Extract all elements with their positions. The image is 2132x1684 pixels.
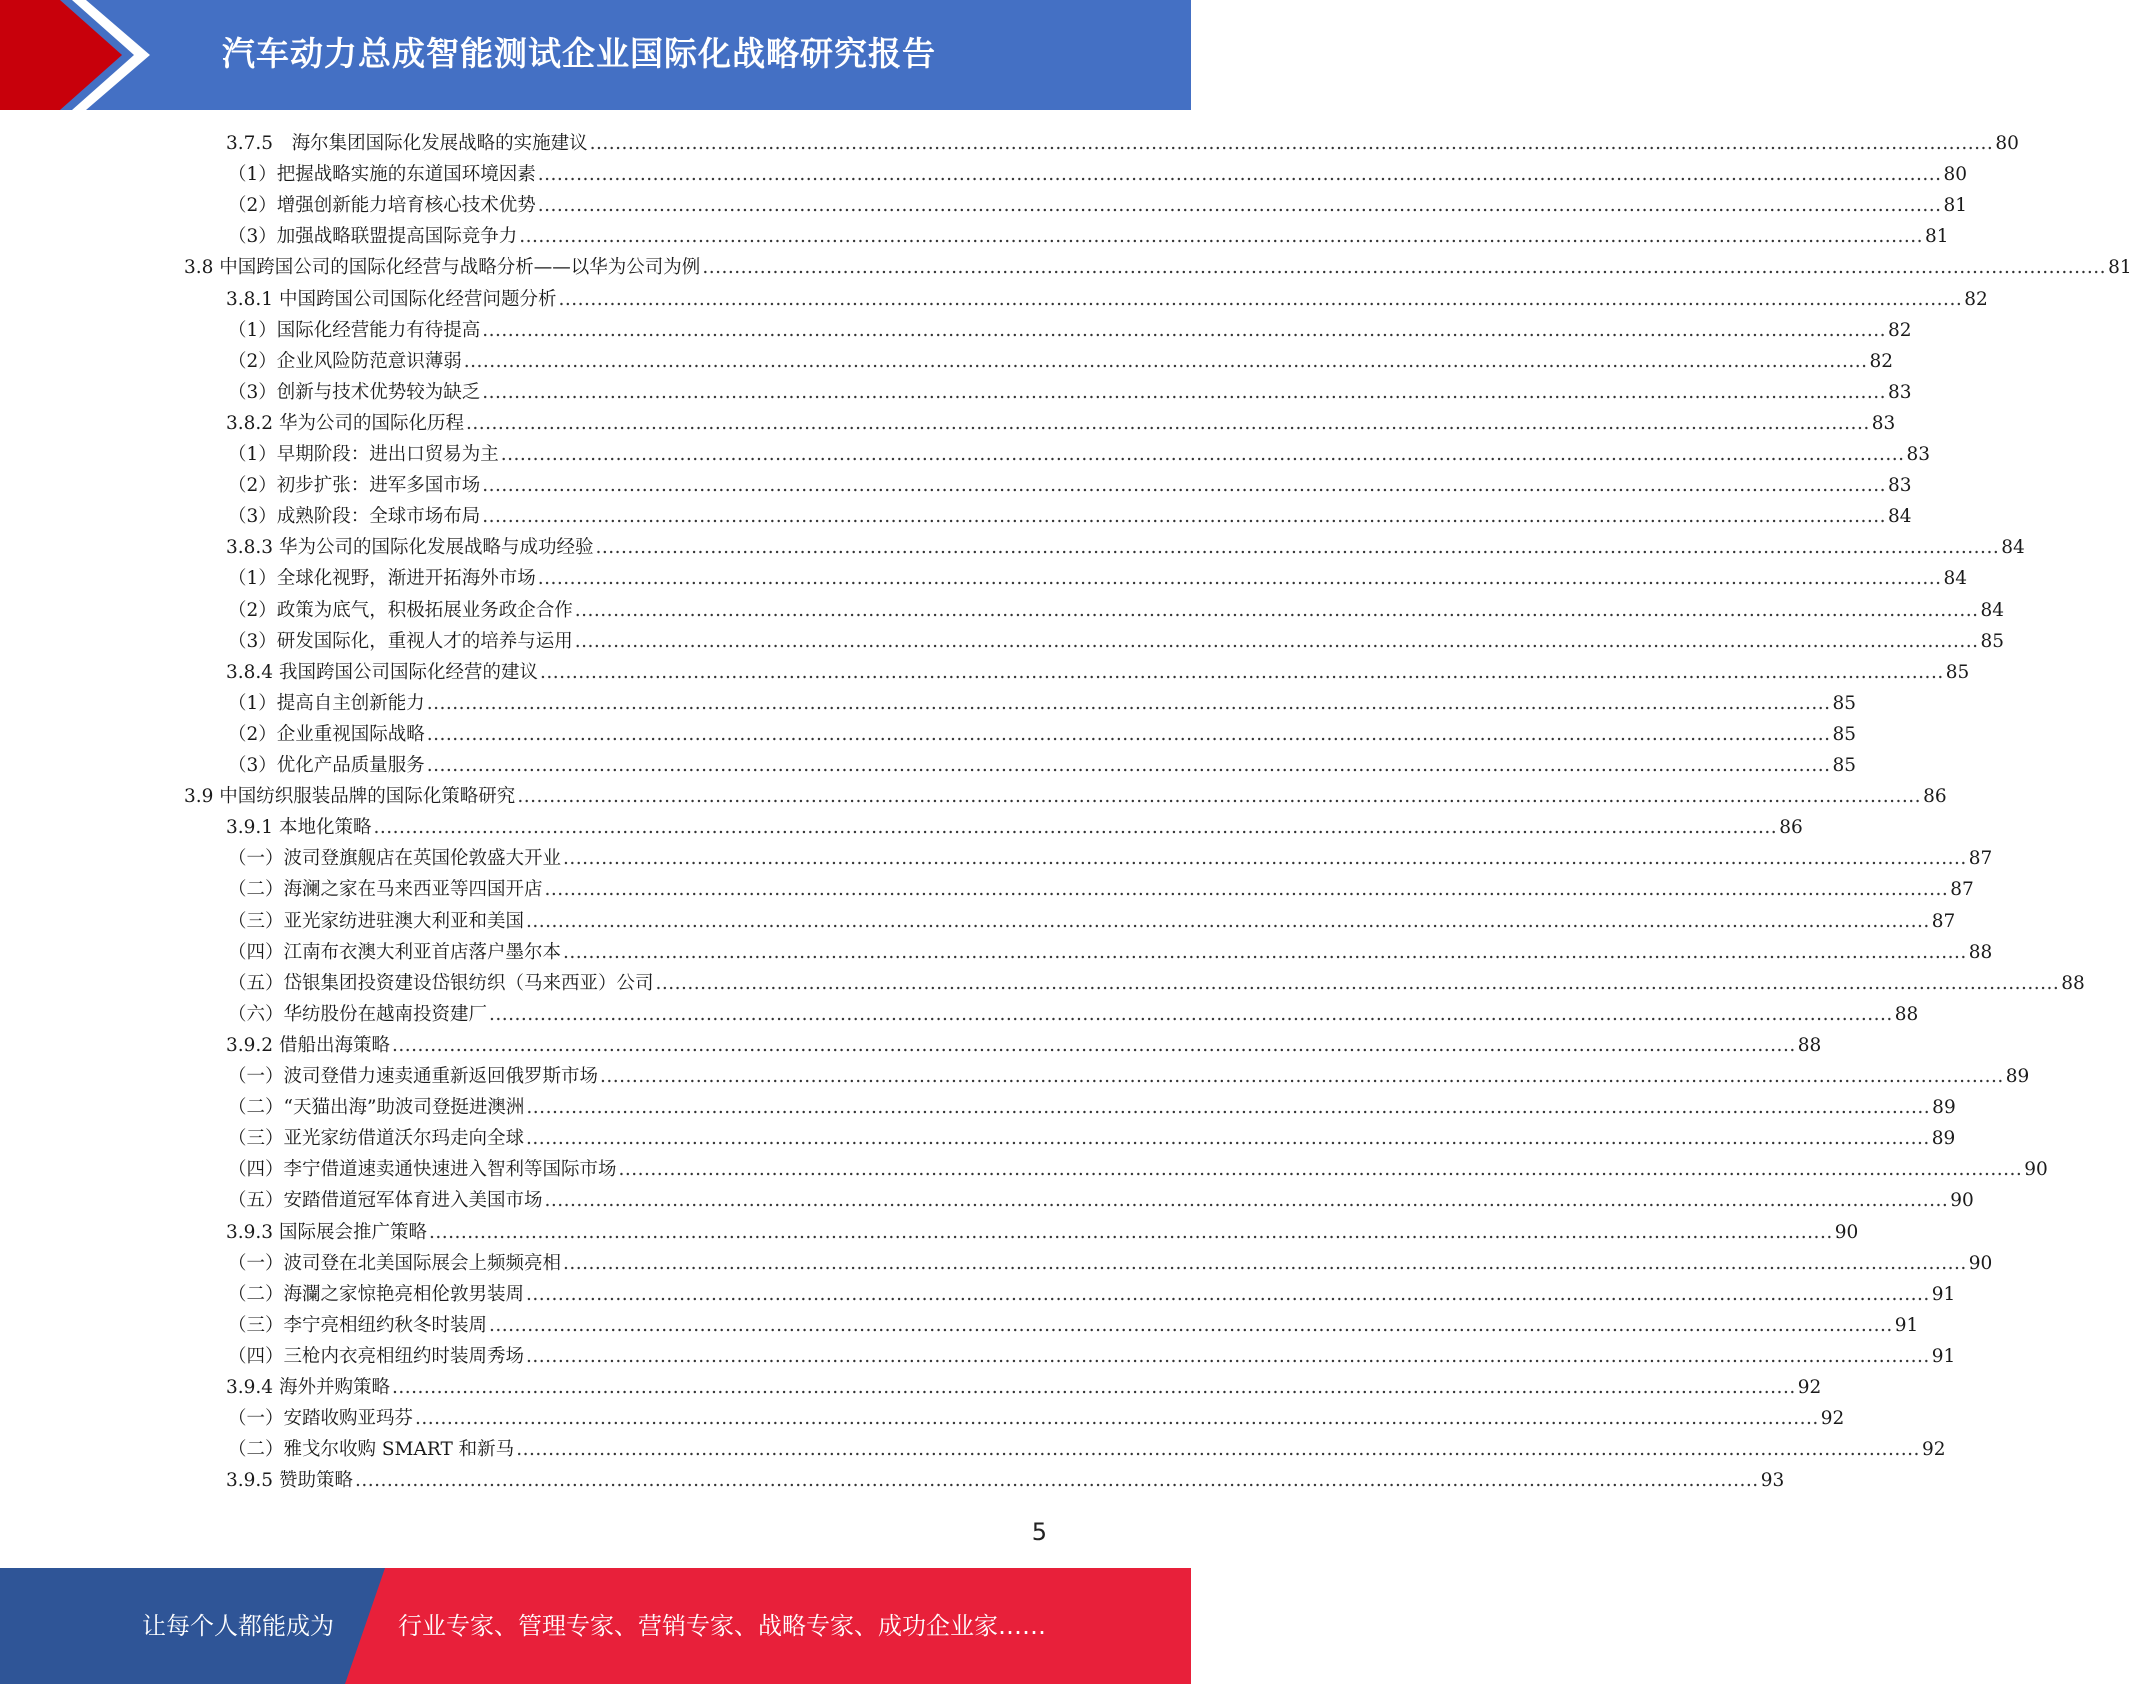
toc-entry-page: 84 — [1943, 568, 1968, 590]
toc-entry-page: 83 — [1888, 475, 1912, 497]
toc-entry-label: （一）波司登在北美国际展会上频频亮相 — [228, 1252, 562, 1274]
toc-entry-page: 87 — [1950, 879, 1974, 901]
toc-entry[interactable] — [228, 1154, 2048, 1185]
toc-entry-page: 88 — [1894, 1003, 1919, 1025]
header-arrow-decoration — [0, 0, 150, 110]
toc-dot-leader: ............................................................................................................................................................................................................................ — [618, 1159, 2023, 1181]
toc-dot-leader: ............................................................................................................................................................................................................................ — [391, 1034, 1796, 1056]
toc-entry-page: 91 — [1894, 1314, 1919, 1336]
toc-entry[interactable] — [226, 128, 2019, 159]
toc-entry-label: 3.8.4 我国跨国公司国际化经营的建议 — [226, 661, 538, 683]
toc-entry-page: 82 — [1888, 319, 1912, 341]
toc-entry-label: （三）亚光家纺借道沃尔玛走向全球 — [228, 1128, 525, 1150]
toc-entry[interactable] — [228, 1248, 1993, 1279]
toc-entry-page: 85 — [1832, 755, 1857, 776]
toc-entry[interactable] — [228, 719, 1857, 750]
toc-entry-page: 88 — [1797, 1034, 1822, 1056]
report-title: 汽车动力总成智能测试企业国际化战略研究报告 — [222, 34, 936, 73]
toc-entry-label: （3）优化产品质量服务 — [228, 755, 425, 776]
toc-dot-leader: ............................................................................................................................................................................................................................ — [489, 1314, 1893, 1336]
toc-entry[interactable] — [228, 1092, 1956, 1123]
toc-dot-leader: ............................................................................................................................................................................................................................ — [519, 226, 1924, 248]
toc-entry[interactable] — [228, 906, 1956, 937]
toc-dot-leader: ............................................................................................................................................................................................................................ — [489, 1003, 1893, 1025]
toc-entry-label: 3.9.2 借船出海策略 — [226, 1034, 390, 1056]
toc-entry-label: （一）波司登旗舰店在英国伦敦盛大开业 — [228, 848, 562, 870]
toc-entry-label: 3.8.1 中国跨国公司国际化经营问题分析 — [226, 288, 557, 310]
toc-entry[interactable] — [228, 688, 1857, 719]
toc-entry-page: 87 — [1968, 848, 1993, 870]
toc-entry-label: （3）加强战略联盟提高国际竞争力 — [228, 226, 518, 248]
toc-dot-leader: ............................................................................................................................................................................................................................ — [589, 133, 1994, 154]
report-header — [0, 0, 1191, 110]
toc-entry-page: 88 — [1968, 941, 1993, 963]
toc-dot-leader: ............................................................................................................................................................................................................................ — [600, 1066, 2004, 1087]
toc-entry-page: 90 — [1950, 1190, 1974, 1212]
page-number: 5 — [1031, 1518, 1047, 1546]
toc-entry-label: （1）全球化视野，渐进开拓海外市场 — [228, 568, 536, 590]
toc-entry-label: （三）亚光家纺进驻澳大利亚和美国 — [228, 910, 525, 932]
toc-entry-page: 92 — [1921, 1439, 1946, 1461]
toc-entry-label: （2）增强创新能力培育核心技术优势 — [228, 195, 536, 217]
toc-dot-leader: ............................................................................................................................................................................................................................ — [516, 1439, 1920, 1461]
toc-entry-label: （3）创新与技术优势较为缺乏 — [228, 381, 481, 403]
toc-entry-label: （六）华纺股份在越南投资建厂 — [228, 1003, 488, 1025]
toc-entry[interactable] — [226, 1217, 1859, 1248]
toc-dot-leader: ............................................................................................................................................................................................................................ — [426, 755, 1831, 776]
toc-entry-label: （四）李宁借道速卖通快速进入智利等国际市场 — [228, 1159, 617, 1181]
toc-entry-page: 81 — [1925, 226, 1949, 248]
toc-dot-leader: ............................................................................................................................................................................................................................ — [595, 537, 2000, 559]
toc-dot-leader: ............................................................................................................................................................................................................................ — [465, 412, 1870, 434]
toc-entry-label: （1）提高自主创新能力 — [228, 692, 425, 714]
toc-entry[interactable] — [228, 190, 1968, 221]
toc-dot-leader: ............................................................................................................................................................................................................................ — [544, 879, 1949, 901]
toc-dot-leader: ............................................................................................................................................................................................................................ — [482, 319, 1887, 341]
toc-dot-leader: ............................................................................................................................................................................................................................ — [537, 568, 1942, 590]
toc-dot-leader: ............................................................................................................................................................................................................................ — [539, 661, 1944, 683]
toc-entry-page: 90 — [1968, 1252, 1993, 1274]
toc-entry-label: （3）研发国际化，重视人才的培养与运用 — [228, 630, 573, 652]
toc-entry-label: （2）企业重视国际战略 — [228, 723, 425, 745]
toc-entry[interactable] — [228, 439, 1931, 470]
toc-entry-label: 3.9.1 本地化策略 — [226, 817, 372, 839]
toc-entry-page: 80 — [1943, 164, 1968, 186]
toc-entry[interactable] — [228, 315, 1912, 346]
toc-entry-page: 85 — [1980, 630, 2005, 652]
toc-dot-leader: ............................................................................................................................................................................................................................ — [702, 257, 2107, 279]
toc-entry-label: 3.9.4 海外并购策略 — [226, 1377, 390, 1398]
toc-entry[interactable] — [226, 408, 1896, 439]
toc-entry[interactable] — [228, 377, 1912, 408]
toc-entry-page: 83 — [1906, 444, 1931, 465]
toc-entry-page: 89 — [2005, 1066, 2030, 1087]
toc-entry-page: 91 — [1931, 1283, 1956, 1305]
toc-entry-page: 83 — [1888, 381, 1912, 403]
toc-entry-page: 85 — [1832, 692, 1857, 714]
toc-dot-leader: ............................................................................................................................................................................................................................ — [463, 350, 1868, 372]
toc-entry-page: 93 — [1760, 1470, 1785, 1492]
toc-entry[interactable] — [228, 968, 2085, 999]
toc-entry-label: （二）“天猫出海”助波司登挺进澳洲 — [228, 1097, 525, 1119]
toc-entry[interactable] — [228, 470, 1912, 501]
toc-dot-leader: ............................................................................................................................................................................................................................ — [426, 692, 1831, 714]
toc-dot-leader: ............................................................................................................................................................................................................................ — [563, 848, 1967, 870]
toc-entry-label: （一）安踏收购亚玛芬 — [228, 1408, 414, 1430]
toc-entry[interactable] — [226, 1030, 1822, 1061]
report-footer — [0, 1568, 1191, 1684]
toc-entry-label: （二）雅戈尔收购 SMART 和新马 — [228, 1439, 515, 1461]
toc-entry-page: 82 — [1964, 288, 1988, 310]
toc-entry-page: 92 — [1797, 1377, 1822, 1398]
toc-entry-label: 3.8.3 华为公司的国际化发展战略与成功经验 — [226, 537, 594, 559]
toc-dot-leader: ............................................................................................................................................................................................................................ — [563, 1252, 1967, 1274]
toc-entry[interactable] — [228, 1061, 2030, 1092]
toc-entry[interactable] — [226, 1465, 1785, 1496]
toc-entry[interactable] — [226, 284, 1988, 315]
toc-entry-label: （1）早期阶段：进出口贸易为主 — [228, 444, 499, 465]
toc-dot-leader: ............................................................................................................................................................................................................................ — [544, 1190, 1949, 1212]
toc-entry-label: （2）企业风险防范意识薄弱 — [228, 350, 462, 372]
toc-entry-page: 82 — [1869, 350, 1894, 372]
toc-entry-label: （五）安踏借道冠军体育进入美国市场 — [228, 1190, 543, 1212]
toc-dot-leader: ............................................................................................................................................................................................................................ — [526, 1097, 1931, 1119]
toc-entry-label: （二）海澜之家在马来西亚等四国开店 — [228, 879, 543, 901]
toc-entry-label: （五）岱银集团投资建设岱银纺织（马来西亚）公司 — [228, 972, 654, 994]
toc-entry-label: （1）国际化经营能力有待提高 — [228, 319, 481, 341]
toc-dot-leader: ............................................................................................................................................................................................................................ — [415, 1408, 1819, 1430]
toc-entry-page: 87 — [1931, 910, 1956, 932]
toc-entry[interactable] — [226, 812, 1803, 843]
footer-slogan-right: 行业专家、管理专家、营销专家、战略专家、成功企业家…… — [398, 1612, 1046, 1640]
toc-dot-leader: ............................................................................................................................................................................................................................ — [537, 195, 1942, 217]
toc-dot-leader: ............................................................................................................................................................................................................................ — [500, 444, 1905, 465]
toc-entry[interactable] — [228, 1123, 1956, 1154]
toc-entry[interactable] — [228, 501, 1912, 532]
toc-entry-label: （一）波司登借力速卖通重新返回俄罗斯市场 — [228, 1066, 599, 1087]
toc-entry-page: 84 — [1980, 599, 2005, 621]
toc-entry-label: 3.9 中国纺织服装品牌的国际化策略研究 — [184, 786, 516, 808]
toc-entry[interactable] — [228, 563, 1968, 594]
toc-entry-page: 90 — [2024, 1159, 2048, 1181]
toc-dot-leader: ............................................................................................................................................................................................................................ — [391, 1377, 1796, 1398]
toc-entry-label: 3.7.5 海尔集团国际化发展战略的实施建议 — [226, 133, 588, 154]
toc-dot-leader: ............................................................................................................................................................................................................................ — [526, 1345, 1930, 1367]
toc-entry[interactable] — [228, 1310, 1919, 1341]
toc-dot-leader: ............................................................................................................................................................................................................................ — [373, 817, 1778, 839]
toc-entry[interactable] — [226, 657, 1970, 688]
toc-dot-leader: ............................................................................................................................................................................................................................ — [655, 972, 2060, 994]
toc-entry-label: （二）海瀾之家惊艳亮相伦敦男装周 — [228, 1283, 525, 1305]
toc-entry-page: 83 — [1871, 412, 1896, 434]
toc-entry-label: （四）三枪内衣亮相纽约时装周秀场 — [228, 1345, 525, 1367]
toc-entry-page: 81 — [1943, 195, 1968, 217]
toc-entry-page: 86 — [1779, 817, 1803, 839]
toc-entry-page: 85 — [1945, 661, 1970, 683]
toc-dot-leader: ............................................................................................................................................................................................................................ — [428, 1221, 1833, 1243]
toc-entry[interactable] — [228, 1341, 1956, 1372]
toc-entry-page: 86 — [1923, 786, 1947, 808]
toc-entry-label: 3.8 中国跨国公司的国际化经营与战略分析——以华为公司为例 — [184, 257, 701, 279]
toc-entry[interactable] — [228, 159, 1968, 190]
toc-dot-leader: ............................................................................................................................................................................................................................ — [526, 1283, 1930, 1305]
toc-entry-page: 89 — [1932, 1097, 1956, 1119]
toc-entry-label: （2）政策为底气，积极拓展业务政企合作 — [228, 599, 573, 621]
toc-entry[interactable] — [228, 843, 1993, 874]
toc-dot-leader: ............................................................................................................................................................................................................................ — [482, 381, 1887, 403]
toc-entry-label: （2）初步扩张：进军多国市场 — [228, 475, 481, 497]
toc-entry-label: 3.8.2 华为公司的国际化历程 — [226, 412, 464, 434]
toc-entry[interactable] — [226, 1372, 1822, 1403]
toc-entry-label: （3）成熟阶段：全球市场布局 — [228, 506, 481, 528]
toc-dot-leader: ............................................................................................................................................................................................................................ — [517, 786, 1922, 808]
footer-slogan-left: 让每个人都能成为 — [142, 1612, 334, 1640]
toc-entry-label: （1）把握战略实施的东道国环境因素 — [228, 164, 536, 186]
toc-entry-label: （四）江南布衣澳大利亚首店落户墨尔本 — [228, 941, 562, 963]
toc-dot-leader: ............................................................................................................................................................................................................................ — [354, 1470, 1759, 1492]
toc-entry-page: 84 — [1888, 506, 1912, 528]
toc-entry-page: 88 — [2061, 972, 2085, 994]
toc-entry[interactable] — [228, 1403, 1845, 1434]
toc-dot-leader: ............................................................................................................................................................................................................................ — [482, 475, 1887, 497]
toc-entry-page: 89 — [1931, 1128, 1956, 1150]
toc-entry[interactable] — [184, 252, 2132, 283]
toc-entry[interactable] — [228, 626, 2005, 657]
toc-dot-leader: ............................................................................................................................................................................................................................ — [482, 506, 1887, 528]
toc-entry-page: 91 — [1931, 1345, 1956, 1367]
toc-entry[interactable] — [228, 346, 1894, 377]
toc-dot-leader: ............................................................................................................................................................................................................................ — [558, 288, 1963, 310]
toc-entry[interactable] — [228, 937, 1993, 968]
toc-entry-label: 3.9.5 赞助策略 — [226, 1470, 353, 1492]
toc-entry-page: 85 — [1832, 723, 1857, 745]
toc-entry[interactable] — [228, 1279, 1956, 1310]
toc-dot-leader: ............................................................................................................................................................................................................................ — [574, 599, 1979, 621]
toc-entry[interactable] — [228, 874, 1974, 905]
toc-entry[interactable] — [228, 1185, 1974, 1216]
toc-entry-page: 84 — [2001, 537, 2025, 559]
toc-entry[interactable] — [228, 750, 1857, 781]
toc-entry[interactable] — [228, 221, 1949, 252]
toc-dot-leader: ............................................................................................................................................................................................................................ — [526, 1128, 1930, 1150]
toc-entry[interactable] — [228, 999, 1919, 1030]
toc-entry[interactable] — [228, 595, 2005, 626]
toc-entry-page: 90 — [1834, 1221, 1859, 1243]
toc-entry-page: 92 — [1820, 1408, 1845, 1430]
toc-entry[interactable] — [228, 1434, 1946, 1465]
toc-entry-label: （三）李宁亮相纽约秋冬时装周 — [228, 1314, 488, 1336]
toc-dot-leader: ............................................................................................................................................................................................................................ — [426, 723, 1831, 745]
toc-entry-page: 80 — [1995, 133, 2019, 154]
toc-dot-leader: ............................................................................................................................................................................................................................ — [537, 164, 1942, 186]
toc-entry[interactable] — [226, 532, 2025, 563]
toc-dot-leader: ............................................................................................................................................................................................................................ — [526, 910, 1930, 932]
toc-dot-leader: ............................................................................................................................................................................................................................ — [563, 941, 1967, 963]
toc-dot-leader: ............................................................................................................................................................................................................................ — [574, 630, 1979, 652]
toc-entry-label: 3.9.3 国际展会推广策略 — [226, 1221, 427, 1243]
toc-entry-page: 81 — [2108, 257, 2132, 279]
toc-entry[interactable] — [184, 781, 1947, 812]
